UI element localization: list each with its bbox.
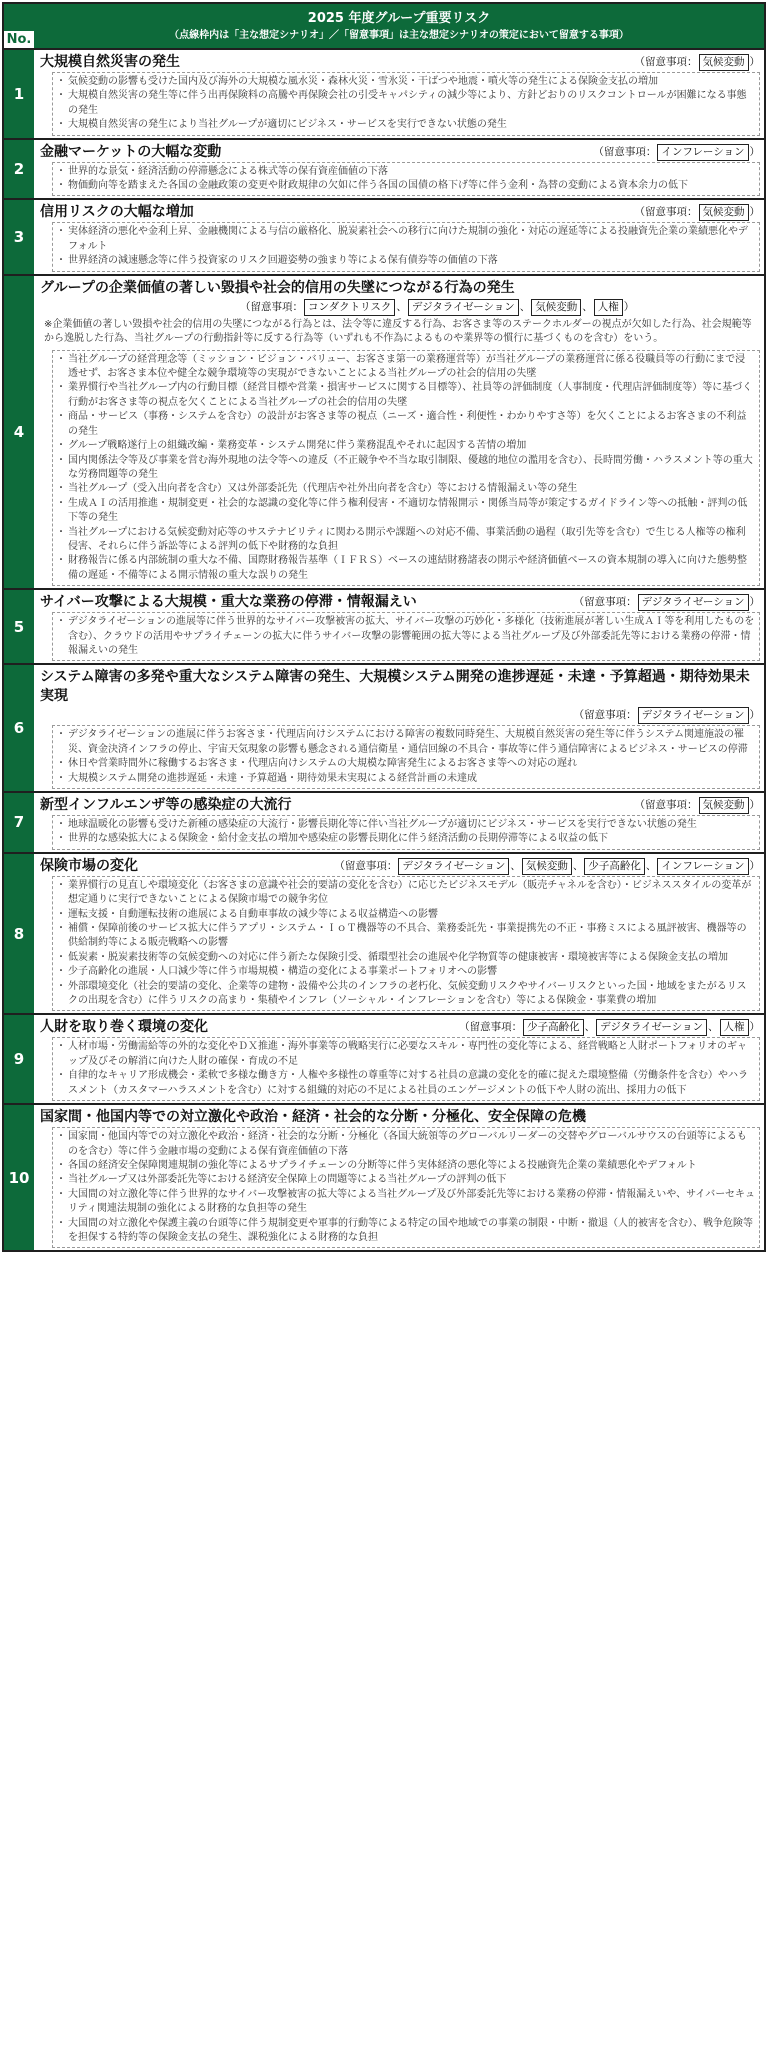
- risk-title: 新型インフルエンザ等の感染症の大流行: [40, 797, 292, 813]
- scenario-box: [52, 162, 760, 197]
- attention-tags: [593, 143, 760, 162]
- risk-title-line: [40, 203, 760, 222]
- risk-row-5: [4, 588, 764, 663]
- tag-prefix: （留意事項：: [459, 1021, 523, 1034]
- tag-separator: 、: [572, 859, 584, 872]
- page-subtitle: （点線枠内は「主な想定シナリオ」／「留意事項」は主な想定シナリオの策定において留意する事項）: [169, 29, 629, 41]
- risk-number: 8: [4, 854, 34, 1014]
- risk-body: [34, 50, 764, 138]
- risk-title: 人財を取り巻く環境の変化: [40, 1019, 208, 1036]
- risk-number: 1: [4, 50, 34, 138]
- tag-suffix: ）: [749, 56, 760, 68]
- attention-tag: 少子高齢化: [523, 1019, 584, 1036]
- attention-tag: デジタライゼーション: [638, 594, 749, 611]
- risk-title-line: [40, 53, 760, 72]
- risk-row-3: [4, 198, 764, 273]
- risk-row-2: [4, 138, 764, 199]
- header-no-label: No.: [4, 30, 34, 48]
- attention-tag: 人権: [594, 299, 623, 316]
- attention-tags: [459, 1018, 760, 1037]
- attention-tag: デジタライゼーション: [398, 858, 509, 875]
- tag-prefix: （留意事項：: [334, 859, 398, 872]
- risk-title-line: [40, 1018, 760, 1037]
- risk-number: 10: [4, 1105, 34, 1250]
- scenario-box: [52, 1037, 760, 1101]
- tag-prefix: （留意事項：: [573, 596, 637, 609]
- tag-prefix: （留意事項：: [634, 799, 698, 811]
- scenario-item: ・ 世界的な感染拡大による保険金・給付金支払の増加や感染症の影響長期化に伴う経済活動の長期停滞等による収益の低下: [59, 832, 755, 846]
- scenario-item: ・ グループ戦略遂行上の組織改編・業務変革・システム開発に伴う業務混乱やそれに起因する苦情の増加: [59, 439, 755, 453]
- scenario-item: ・ 大規模自然災害の発生により当社グループが適切にビジネス・サービスを実行できない状態の発生: [59, 118, 755, 132]
- scenario-box: [52, 72, 760, 136]
- scenario-item: ・ 実体経済の悪化や金利上昇、金融機関による与信の厳格化、脱炭素社会への移行に向けた規制の強化・対応の遅延等による投融資先企業の業績悪化やデフォルト: [59, 225, 755, 254]
- scenario-item: ・ 少子高齢化の進展・人口減少等に伴う市場規模・構造の変化による事業ポートフォリオへの影響: [59, 965, 755, 979]
- scenario-item: ・ 大国間の対立激化等に伴う世界的なサイバー攻撃被害の拡大等による当社グループ及び外部委託先等における業務の停滞・情報漏えいや、サイバーセキュリティ関連法規制の強化による財務的な負担等の発生: [59, 1188, 755, 1217]
- tag-suffix: ）: [749, 709, 760, 722]
- attention-tag: 気候変動: [699, 54, 749, 71]
- tag-suffix: ）: [749, 206, 760, 219]
- tag-suffix: ）: [749, 145, 760, 158]
- attention-tag: インフレーション: [657, 144, 748, 161]
- tag-suffix: ）: [623, 300, 635, 313]
- risk-title-line: [40, 796, 760, 815]
- tag-prefix: （留意事項：: [573, 709, 637, 722]
- scenario-item: ・ 当社グループ（受入出向者を含む）又は外部委託先（代理店や社外出向者を含む）等における情報漏えい等の発生: [59, 482, 755, 496]
- risk-title: システム障害の多発や重大なシステム障害の発生、大規模システム開発の進捗遅延・未達・予算超過・期待効果未実現: [40, 669, 750, 705]
- attention-tags: [40, 706, 760, 725]
- risk-body: [34, 854, 764, 1014]
- attention-tag: 人権: [720, 1019, 749, 1036]
- risk-body: [34, 200, 764, 273]
- attention-tags: [334, 857, 760, 876]
- risk-row-8: [4, 852, 764, 1014]
- scenario-box: [52, 815, 760, 850]
- scenario-item: ・ デジタライゼーションの進展等に伴う世界的なサイバー攻撃被害の拡大、サイバー攻撃の巧妙化・多様化（技術進展が著しい生成ＡＩ等を利用したものを含む）、クラウドの活用やサプライチェーンの拡大に伴うサイバー攻撃の影響範囲の拡大等による当社グループ及び外部委託先等における業務の停滞・情報漏えいの発生: [59, 615, 755, 658]
- header-main: [34, 4, 764, 48]
- risk-number: 9: [4, 1015, 34, 1103]
- scenario-item: ・ 世界的な景気・経済活動の停滞懸念による株式等の保有資産価値の下落: [59, 165, 755, 179]
- scenario-item: ・ 自律的なキャリア形成機会・柔軟で多様な働き方・人権や多様性の尊重等に対する社員の意識の変化を的確に捉えた環境整備（労働条件を含む）やハラスメント（カスタマーハラスメントを含む）に対する組織的対応の不足による社員のエンゲージメントの低下や人財の流出、採用力の低下: [59, 1069, 755, 1098]
- tag-separator: 、: [584, 1021, 596, 1034]
- tag-separator: 、: [582, 300, 593, 313]
- tag-separator: 、: [519, 300, 531, 313]
- risk-title-line: [40, 1108, 760, 1127]
- risk-body: [34, 793, 764, 852]
- risk-body: [34, 140, 764, 199]
- scenario-item: ・ 各国の経済安全保障関連規制の強化等によるサプライチェーンの分断等に伴う実体経済の悪化等による投融資先企業の業績悪化やデフォルト: [59, 1159, 755, 1173]
- risk-rows: [4, 48, 764, 1250]
- risk-number: 2: [4, 140, 34, 199]
- scenario-item: ・ 商品・サービス（事務・システムを含む）の設計がお客さま等の視点（ニーズ・適合性・利便性・わかりやすさ等）を欠くことによるお客さまの不利益の発生: [59, 410, 755, 439]
- tag-suffix: ）: [749, 859, 760, 872]
- attention-tag: デジタライゼーション: [638, 707, 749, 724]
- scenario-item: ・ 生成ＡＩの活用推進・規制変更・社会的な認識の変化等に伴う権利侵害・不適切な情報開示・関係当局等が策定するガイドライン等への抵触・評判の低下等の発生: [59, 497, 755, 526]
- risk-row-7: [4, 791, 764, 852]
- risk-title: 金融マーケットの大幅な変動: [40, 143, 222, 160]
- risk-row-9: [4, 1013, 764, 1103]
- attention-tag: 気候変動: [699, 797, 749, 814]
- attention-tag: 気候変動: [699, 204, 749, 221]
- attention-tag: デジタライゼーション: [596, 1019, 707, 1036]
- scenario-box: [52, 222, 760, 271]
- risk-title-line: [40, 143, 760, 162]
- scenario-item: ・ 世界経済の減速懸念等に伴う投資家のリスク回避姿勢の強まり等による保有債券等の価値の下落: [59, 254, 755, 268]
- risk-title-line: [40, 857, 760, 876]
- tag-separator: 、: [510, 859, 521, 872]
- risk-body: [34, 590, 764, 663]
- scenario-item: ・ 業界慣行の見直しや環境変化（お客さまの意識や社会的要請の変化を含む）に応じたビジネスモデル（販売チャネルを含む）・ビジネススタイルの変革が想定通りに実行できないことによる保険市場での競争劣位: [59, 879, 755, 908]
- scenario-box: [52, 876, 760, 1012]
- risk-title: 大規模自然災害の発生: [40, 54, 180, 70]
- attention-tag: 気候変動: [531, 299, 581, 316]
- scenario-box: [52, 725, 760, 789]
- risk-title: 信用リスクの大幅な増加: [40, 204, 194, 221]
- scenario-item: ・ 国家間・他国内等での対立激化や政治・経済・社会的な分断・分極化（各国大統領等のグローバルリーダーの交替やグローバルサウスの台頭等によるものを含む）等に伴う金融市場の変動による保有資産価値の下落: [59, 1130, 755, 1159]
- tag-prefix: （留意事項：: [240, 300, 303, 313]
- scenario-box: [52, 612, 760, 661]
- attention-tags: [40, 298, 760, 317]
- scenario-box: [52, 1127, 760, 1248]
- risk-title: サイバー攻撃による大規模・重大な業務の停滞・情報漏えい: [40, 594, 417, 611]
- risk-title-line: [40, 593, 760, 612]
- risk-number: 3: [4, 200, 34, 273]
- scenario-item: ・ 物価動向等を踏まえた各国の金融政策の変更や財政規律の欠如に伴う各国の国債の格下げ等に伴う金利・為替の変動による資本余力の低下: [59, 179, 755, 193]
- scenario-item: ・ 人材市場・労働需給等の外的な変化やＤＸ推進・海外事業等の戦略実行に必要なスキル・専門性の変化等による、経営戦略と人財ポートフォリオのギャップ及びその解消に向けた人財の確保・育成の不足: [59, 1040, 755, 1069]
- risk-row-1: [4, 48, 764, 138]
- page-title: 2025 年度グループ重要リスク: [307, 10, 491, 26]
- risk-title: 保険市場の変化: [40, 857, 138, 874]
- scenario-item: ・ 低炭素・脱炭素技術等の気候変動への対応に伴う新たな保険引受、循環型社会の進展や化学物質等の健康被害・環境被害等による保険金支払の増加: [59, 951, 755, 965]
- risk-number: 5: [4, 590, 34, 663]
- tag-suffix: ）: [749, 596, 760, 609]
- risk-row-10: [4, 1103, 764, 1250]
- risk-body: [34, 1015, 764, 1103]
- scenario-item: ・ 大国間の対立激化や保護主義の台頭等に伴う規制変更や軍事的行動等による特定の国や地域での事業の制限・中断・撤退（人的被害を含む）、戦争危険等を担保する特約等の保険金支払の発生、課税強化による財務的な負担: [59, 1217, 755, 1246]
- attention-tag: コンダクトリスク: [304, 299, 395, 316]
- scenario-item: ・ 大規模自然災害の発生等に伴う出再保険料の高騰や再保険会社の引受キャパシティの減少等により、方針どおりのリスクコントロールが困難になる事態の発生: [59, 89, 755, 118]
- scenario-item: ・ 財務報告に係る内部統制の重大な不備、国際財務報告基準（ＩＦＲＳ）ベースの連結財務諸表の開示や経済価値ベースの資本規制の導入に向けた態勢整備の遅延・不備等による開示情報の重大な誤りの発生: [59, 554, 755, 583]
- attention-tag: 少子高齢化: [584, 858, 645, 875]
- risk-body: [34, 665, 764, 791]
- scenario-item: ・ 気候変動の影響も受けた国内及び海外の大規模な風水災・森林火災・雪氷災・干ばつや地震・噴火等の発生による保険金支払の増加: [59, 75, 755, 89]
- scenario-item: ・ デジタライゼーションの進展に伴うお客さま・代理店向けシステムにおける障害の複数同時発生、大規模自然災害の発生等に伴うシステム関連施設の罹災、資金決済インフラの停止、宇宙天気現象の影響も懸念される通信衛星・通信回線の不具合・事故等に伴う通信障害によるビジネス・サービスの停滞: [59, 728, 755, 757]
- scenario-item: ・ 地球温暖化の影響も受けた新種の感染症の大流行・影響長期化等に伴い当社グループが適切にビジネス・サービスを実行できない状態の発生: [59, 818, 755, 832]
- scenario-item: ・ 当社グループ又は外部委託先等における経済安全保障上の問題等による当社グループの評判の低下: [59, 1173, 755, 1187]
- risk-number: 4: [4, 276, 34, 589]
- tag-separator: 、: [708, 1021, 719, 1034]
- attention-tag: デジタライゼーション: [408, 299, 519, 316]
- risk-title: 国家間・他国内等での対立激化や政治・経済・社会的な分断・分極化、安全保障の危機: [40, 1109, 586, 1126]
- tag-suffix: ）: [749, 1021, 760, 1034]
- scenario-item: ・ 外部環境変化（社会的要請の変化、企業等の建物・設備や公共のインフラの老朽化、気候変動リスクやサイバーリスクといった国・地域をまたがるリスクの出現を含む）に伴うリスクの高まり・集積やインフレ（ソーシャル・インフレーションを含む）等による保険金・事業費の増加: [59, 980, 755, 1009]
- scenario-item: ・ 運転支援・自動運転技術の進展による自動車事故の減少等による収益構造への影響: [59, 908, 755, 922]
- scenario-box: [52, 350, 760, 587]
- attention-tags: [635, 53, 761, 72]
- attention-tags: [635, 203, 761, 222]
- tag-separator: 、: [396, 300, 407, 313]
- attention-tag: インフレーション: [657, 858, 748, 875]
- tag-separator: 、: [645, 859, 657, 872]
- tag-prefix: （留意事項：: [593, 145, 657, 158]
- attention-tag: 気候変動: [522, 858, 572, 875]
- scenario-item: ・ 当社グループの経営理念等（ミッション・ビジョン・バリュー、お客さま第一の業務運営等）が当社グループの業務運営に係る役職員等の行動にまで浸透せず、お客さま本位や健全な競争環境等の実現ができないことによる当社グループの社会的信用の失墜: [59, 353, 755, 382]
- risk-row-6: [4, 663, 764, 791]
- scenario-item: ・ 補償・保障前後のサービス拡大に伴うアプリ・システム・ＩｏＴ機器等の不具合、業務委託先・事業提携先の不正・事務ミスによる風評被害、機器等の供給制約等による販売戦略への影響: [59, 922, 755, 951]
- scenario-item: ・ 業界慣行や当社グループ内の行動目標（経営目標や営業・損害サービスに関する目標等）、社員等の評価制度（人事制度・代理店評価制度等）等に基づく行動がお客さま等の視点を欠くことによる当社グループの社会的信用の失墜: [59, 381, 755, 410]
- risk-body: [34, 276, 764, 589]
- risk-body: [34, 1105, 764, 1250]
- risk-row-4: [4, 274, 764, 589]
- header-no-column: [4, 4, 34, 48]
- tag-suffix: ）: [749, 799, 760, 811]
- risk-number: 6: [4, 665, 34, 791]
- attention-tags: [635, 796, 761, 815]
- risk-number: 7: [4, 793, 34, 852]
- scenario-item: ・ 当社グループにおける気候変動対応等のサステナビリティに関わる開示や課題への対応不備、事業活動の過程（取引先等を含む）で生じる人権等の権利侵害、それらに伴う訴訟等による評判の低下や財務的な負担: [59, 526, 755, 555]
- attention-tags: [574, 593, 760, 612]
- tag-prefix: （留意事項：: [634, 206, 698, 219]
- risk-title: グループの企業価値の著しい毀損や社会的信用の失墜につながる行為の発生: [40, 279, 515, 296]
- table-header: [4, 4, 764, 48]
- scenario-item: ・ 休日や営業時間外に稼働するお客さま・代理店向けシステムの大規模な障害発生によるお客さま等への対応の遅れ: [59, 757, 755, 771]
- scenario-item: ・ 大規模システム開発の進捗遅延・未達・予算超過・期待効果未実現による経営計画の未達成: [59, 772, 755, 786]
- risk-table: [2, 2, 766, 1252]
- tag-prefix: （留意事項：: [634, 56, 698, 68]
- scenario-item: ・ 国内関係法令等及び事業を営む海外現地の法令等への違反（不正競争や不当な取引制限、優越的地位の濫用を含む）、長時間労働・ハラスメント等の重大な労務問題等の発生: [59, 454, 755, 483]
- risk-note: ※企業価値の著しい毀損や社会的信用の失墜につながる行為とは、法令等に違反する行為、お客さま等のステークホルダーの視点が欠如した行為、社会規範等から逸脱した行為、当社グループの行動指針等に反する行為等（いずれも不作為によるものや業界等の慣行に基づくものを含む）をいう。: [44, 318, 752, 345]
